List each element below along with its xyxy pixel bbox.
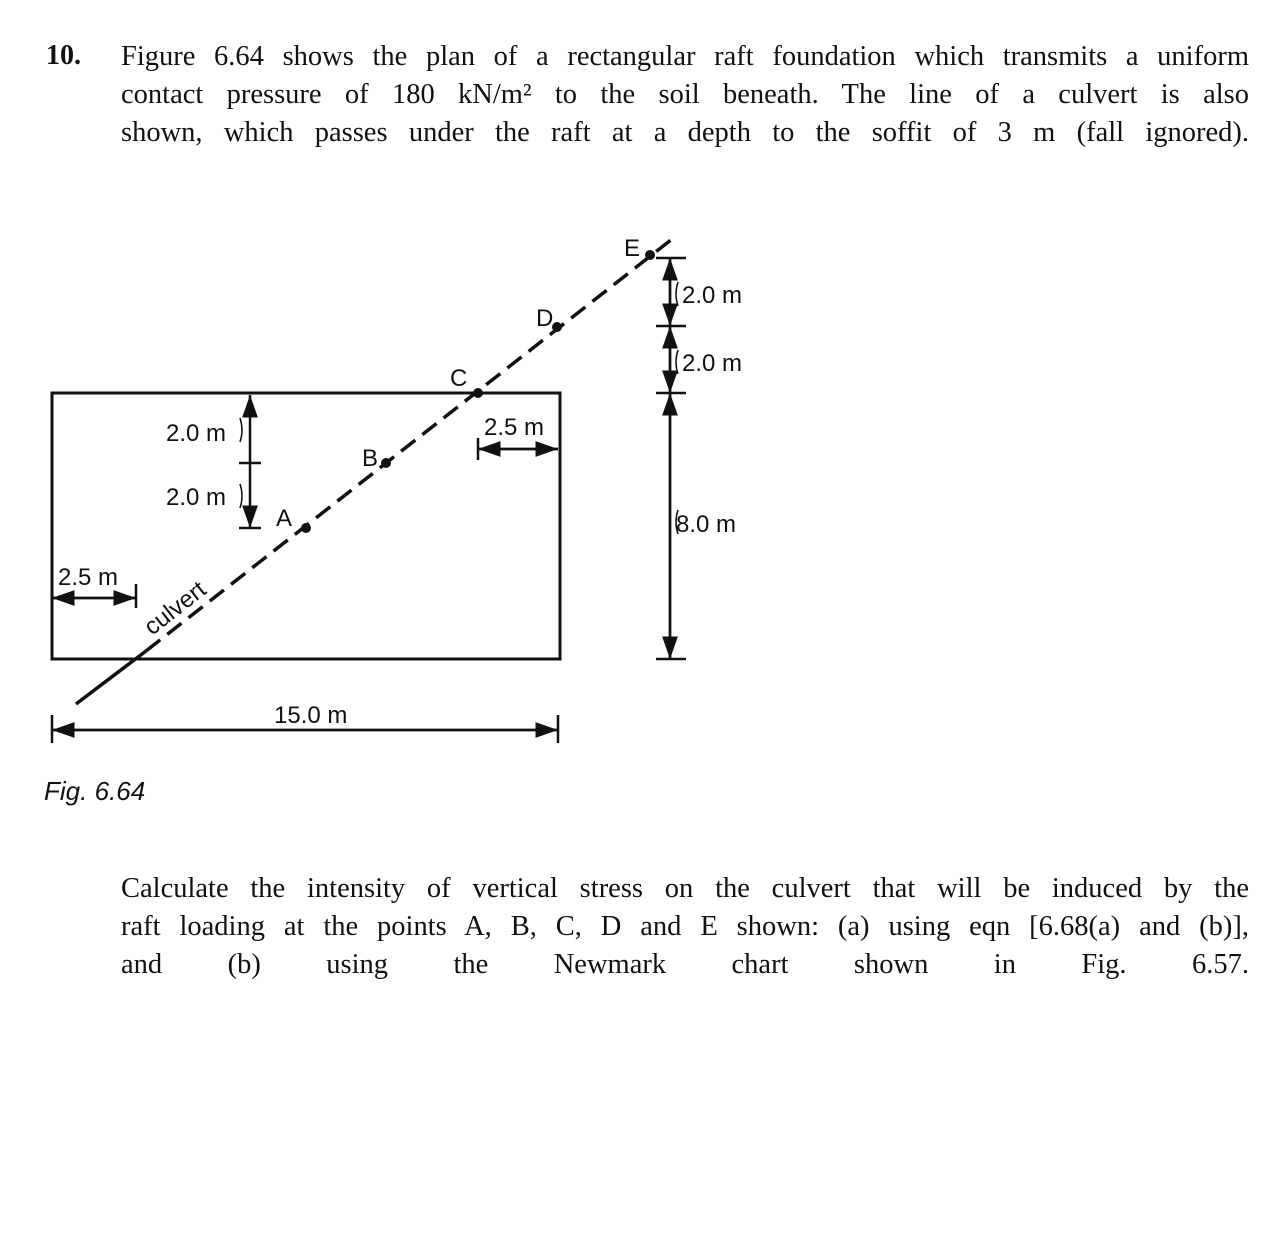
statement-line-3: shown, which passes under the raft at a depth to the soffit of 3 m (fall ignored). [121, 117, 1249, 148]
culvert-label: culvert [139, 575, 212, 641]
raft-plan-figure [0, 210, 1284, 770]
statement-line-1: Figure 6.64 shows the plan of a rectangular raft foundation which transmits a uniform [121, 41, 1249, 72]
point-c-marker [473, 388, 483, 398]
left-dim-upper: 2.0 m [166, 420, 227, 447]
question-text [121, 870, 1249, 984]
point-d-label: D [536, 305, 554, 332]
point-e-label: E [624, 235, 641, 262]
top-right-offset-dimension [478, 438, 558, 460]
width-label: 15.0 m [274, 702, 348, 729]
right-dim-height: 8.0 m [676, 511, 737, 538]
left-vertical-dimension [239, 395, 261, 528]
problem-number: 10. [46, 40, 81, 71]
top-right-offset-label: 2.5 m [484, 414, 545, 441]
point-b-marker [381, 458, 391, 468]
right-vertical-dimension [656, 258, 686, 659]
point-a-marker [301, 523, 311, 533]
left-offset-label: 2.5 m [58, 564, 119, 591]
point-c-label: C [450, 365, 468, 392]
problem-statement [121, 38, 1249, 152]
point-d-marker [552, 322, 562, 332]
question-line-3: and (b) using the Newmark chart shown in Fig. 6.57. [121, 949, 1249, 980]
point-b-label: B [362, 445, 379, 472]
question-line-1: Calculate the intensity of vertical stress on the culvert that will be induced by the [121, 873, 1249, 904]
question-line-2: raft loading at the points A, B, C, D and E shown: (a) using eqn [6.68(a) and (b)], [121, 911, 1249, 942]
right-dim-upper: 2.0 m [682, 282, 743, 309]
point-e-marker [645, 250, 655, 260]
left-dim-lower: 2.0 m [166, 484, 227, 511]
right-dim-middle: 2.0 m [682, 350, 743, 377]
figure-caption: Fig. 6.64 [44, 776, 146, 806]
statement-line-2: contact pressure of 180 kN/m² to the soil beneath. The line of a culvert is also [121, 79, 1249, 110]
point-a-label: A [276, 505, 293, 532]
